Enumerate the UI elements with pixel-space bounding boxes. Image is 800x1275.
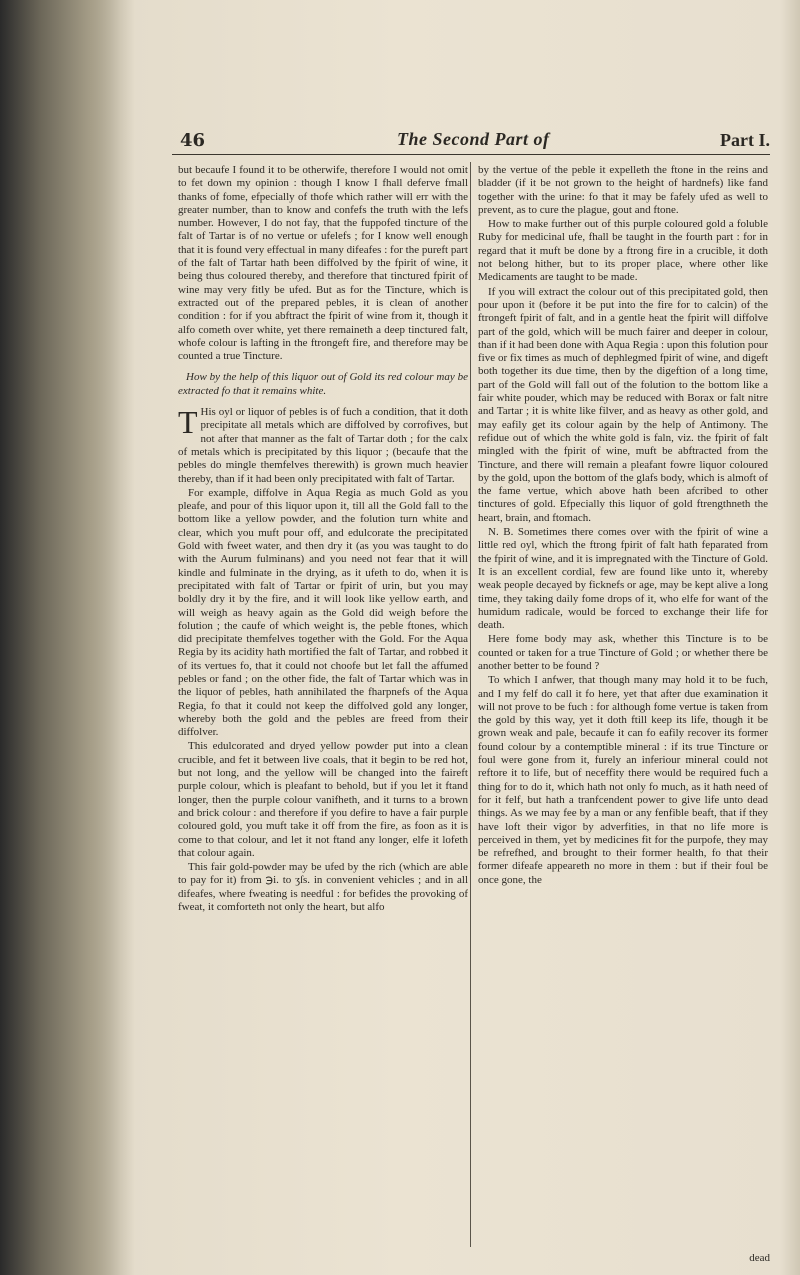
- paragraph: If you will extract the colour out of this precipitated gold, then pour upon it (before it be put into the fire for to calcin) of the ftrongeft fpirit of falt, and in a gentle heat the fpirit will diffolve part of the gold, which will be much fairer and deeper in colour, than if it had been done with Aqua Regia : upon this folution pour five or fix times as much of dephlegmed fpirit of wine, and digeft both together its due time, then by the digeftion of a long time, part of the Gold will fall out of the folution to the bottom like a fair white pouder, which may be reduced with Borax or falt nitre and Tartar ; it is white like filver, and as heavy as other gold, and may eafily get its colour again by the help of Antimony. The refidue out of which the white gold is faln, viz. the fpirit of falt mingled with the fpirit of wine, muft be abftracted from the Tincture, and there will remain a pleafant fowre liquor coloured by the gold, upon the bottom of the glafs body, which is almoft of the fame vertue, which above hath been afcribed to other tinctures of gold. Efpecially this liquor of gold ftrengthneth the heart, brain, and ftomach.: [478, 285, 768, 524]
- drop-cap: T: [178, 404, 198, 441]
- paragraph-text: His oyl or liquor of pebles is of fuch a condition, that it doth precipitate all metals which are diffolved by corrofives, but not after that manner as the falt of Tartar doth ; for the calx of metals which is precipitated by this liquor ; (becaufe that the pebles do mingle themfelves therewith) is grown much heavier thereby, than if it had been only precipitated with falt of Tartar.: [178, 406, 468, 485]
- column-divider: [470, 162, 471, 1247]
- paragraph: For example, diffolve in Aqua Regia as much Gold as you pleafe, and pour of this liquor upon it, till all the Gold fall to the bottom like a yellow powder, and the folution turn white and clear, which you muft pour off, and edulcorate the precipitated Gold with fweet water, and then dry it (as you was taught to do with the Aurum fulminans) and you need not fear that it will kindle and fulminate in the drying, as it ufeth to do, when it is precipitated with falt of Tartar or fpirit of urin, but you may boldly dry it by the fire, and it will look like yellow earth, and will weigh as heavy again as the Gold did weigh before the folution ; the caufe of which weight is, the peble ftones, which did precipitate themfelves together with the Gold. For the Aqua Regia by its acidity hath mortified the falt of Tartar, and robbed it of its vertues fo, that it could not choofe but let fall the affumed pebles or fand ; on the other fide, the falt of Tartar which was in the liquor of pebles, hath annihilated the fharpnefs of the Aqua Regia, fo that it could not keep the diffolved gold any longer, whereby both the gold and the pebles are freed from their diffolver.: [178, 486, 468, 739]
- page-header: [172, 128, 770, 155]
- paragraph-dropcap: [178, 406, 468, 486]
- book-page: [172, 128, 770, 1264]
- paragraph: To which I anfwer, that though many may hold it to be fuch, and I my felf do call it fo here, yet that after due examination it will not prove to be fuch : for although fome vertue is taken from the gold by this way, yet it doth ftill keep its life, though it be grown weak and pale, becaufe it can fo eafily recover its former found colour by a contemptible mineral : if its true Tincture or foul were gone from it, furely an inferiour mineral could not reftore it to life, but of neceffity there would be required fuch a thing for to do it, which hath not only fo much, as it hath need of for it felf, but hath a tranfcendent power to give life unto dead things. As we may fee by a man or any fenfible beaft, that if they have loft their vigor by adverfities, in that no life more is perceived in them, yet by medicines fit for the purpofe, they may be refrefhed, and brought to their former health, fo that their former difeafe appeareth no more in them : but if their foul be once gone, the: [478, 674, 768, 886]
- catchword: dead: [749, 1252, 770, 1264]
- paragraph: Here fome body may ask, whether this Tincture is to be counted or taken for a true Tincture of Gold ; or whether there be another better to be found ?: [478, 633, 768, 672]
- running-title: The Second Part of: [397, 129, 550, 149]
- paragraph: but becaufe I found it to be otherwife, therefore I would not omit to fet down my opinion : though I know I fhall deferve fmall thanks of fome, efpecially of thofe which rather will err with the greater number, than to know and confefs the truth with the lefs number. However, I do not fay, that the fuppofed tincture of the falt of Tartar is of no vertue or ufelefs ; for I know well enough that it is found very effectual in many difeafes : for the pureft part of the falt of Tartar hath been diffolved by the fpirit of wine, it being thus coloured thereby, and therefore that tinctured fpirit of wine may very fitly be ufed. But as for the Tincture, which is extracted out of the prepared pebles, it is clean of another condition : for if you abftract the fpirit of wine from it, though it alfo cometh over white, yet there remaineth a deep tinctured falt, whofe colour is lafting in the ftrongeft fire, and therefore may be counted a true Tincture.: [178, 164, 468, 363]
- page-number: 46: [180, 130, 206, 151]
- part-label: Part I.: [720, 130, 770, 150]
- book-binding-shadow: [0, 0, 135, 1275]
- paragraph: This edulcorated and dryed yellow powder put into a clean crucible, and fet it between live coals, that it begin to be red hot, but not long, and the yellow will be changed into the faireft purple colour, which is pleafant to behold, but if you let it ftand longer, then the purple colour vanifheth, and it turns to a brown and brick colour : and therefore if you defire to have a fair purple coloured gold, you muft take it off from the fire, as foon as it is come to that colour, and let it not ftand any longer, elfe it lofeth that colour again.: [178, 740, 468, 859]
- paragraph: N. B. Sometimes there comes over with the fpirit of wine a little red oyl, which the ftrong fpirit of falt hath feparated from the fpirit of wine, and it is impregnated with the Tincture of Gold. It is an excellent cordial, few are found like unto it, whereby weak people decayed by ficknefs or age, may be kept alive a long time, they taking daily fome drops of it, who elfe for want of the humidum radicale, would be forced to exchange their life for death.: [478, 526, 768, 632]
- paragraph: This fair gold-powder may be ufed by the rich (which are able to pay for it) from ℈i. to ʒſs. in convenient vehicles ; and in all difeafes, where fweating is needful : for befides the provoking of fweat, it comforteth not only the heart, but alfo: [178, 861, 468, 914]
- section-heading: How by the help of this liquor out of Gold its red colour may be extracted fo that it remains white.: [178, 371, 468, 397]
- left-column: [178, 164, 468, 1244]
- paragraph: by the vertue of the peble it expelleth the ftone in the reins and bladder (if it be not grown to the height of hardnefs) like fand together with the urine: fo that it may be fafely ufed as well to prevent, as to cure the plague, gout and ftone.: [478, 164, 768, 216]
- right-column: [478, 164, 768, 1244]
- paragraph: How to make further out of this purple coloured gold a foluble Ruby for medicinal ufe, fhall be taught in the fourth part : for in regard that it muft be done by a ftrong fire in a crucible, it doth not belong hither, but to its proper place, where other like Medicaments are taught to be made.: [478, 218, 768, 284]
